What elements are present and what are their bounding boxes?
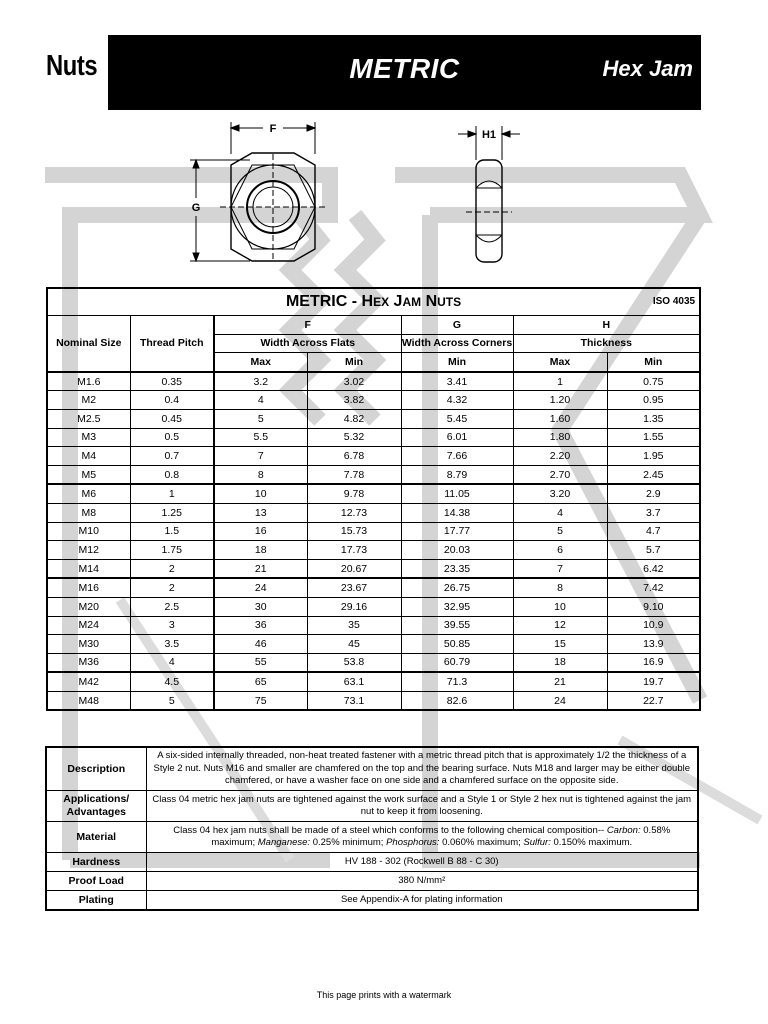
category-title: Nuts xyxy=(46,50,98,82)
cell-f-min: 35 xyxy=(307,616,401,635)
cell-h-max: 10 xyxy=(513,597,607,616)
table-row xyxy=(47,616,700,635)
cell-h-min: 22.7 xyxy=(607,691,700,710)
material-label: Material xyxy=(46,822,146,853)
cell-f-max: 55 xyxy=(214,653,307,672)
cell-g-min: 39.55 xyxy=(401,616,513,635)
cell-nominal-size: M30 xyxy=(47,635,130,654)
plating-text: See Appendix-A for plating information xyxy=(146,891,698,911)
cell-f-max: 24 xyxy=(214,578,307,597)
cell-g-min: 50.85 xyxy=(401,635,513,654)
cell-nominal-size: M42 xyxy=(47,672,130,691)
cell-h-max: 4 xyxy=(513,503,607,522)
table-row xyxy=(47,391,700,410)
cell-h-max: 24 xyxy=(513,691,607,710)
hex-nut-drawing xyxy=(180,118,540,278)
table-row xyxy=(47,522,700,541)
cell-g-min: 14.38 xyxy=(401,503,513,522)
cell-h-max: 7 xyxy=(513,559,607,578)
cell-g-min: 7.66 xyxy=(401,447,513,466)
col-header-width-across-flats: Width Across Flats xyxy=(214,334,401,353)
cell-f-max: 5.5 xyxy=(214,428,307,447)
cell-f-max: 4 xyxy=(214,391,307,410)
col-header-h-max: Max xyxy=(513,353,607,372)
cell-thread-pitch: 0.5 xyxy=(130,428,214,447)
cell-f-min: 4.82 xyxy=(307,409,401,428)
cell-f-max: 7 xyxy=(214,447,307,466)
cell-h-min: 1.95 xyxy=(607,447,700,466)
cell-f-max: 10 xyxy=(214,484,307,503)
cell-nominal-size: M48 xyxy=(47,691,130,710)
cell-f-min: 15.73 xyxy=(307,522,401,541)
cell-h-min: 4.7 xyxy=(607,522,700,541)
cell-f-max: 16 xyxy=(214,522,307,541)
cell-f-max: 13 xyxy=(214,503,307,522)
cell-h-min: 2.9 xyxy=(607,484,700,503)
hardness-label: Hardness xyxy=(46,853,146,872)
cell-h-min: 1.55 xyxy=(607,428,700,447)
cell-g-min: 23.35 xyxy=(401,559,513,578)
table-row xyxy=(47,541,700,560)
cell-nominal-size: M16 xyxy=(47,578,130,597)
table-row xyxy=(47,409,700,428)
col-header-f-min: Min xyxy=(307,353,401,372)
cell-nominal-size: M6 xyxy=(47,484,130,503)
cell-h-min: 7.42 xyxy=(607,578,700,597)
table-row xyxy=(47,503,700,522)
cell-f-min: 6.78 xyxy=(307,447,401,466)
table-row xyxy=(47,691,700,710)
cell-thread-pitch: 3 xyxy=(130,616,214,635)
cell-thread-pitch: 3.5 xyxy=(130,635,214,654)
dimensions-table-body xyxy=(47,372,700,711)
description-label: Description xyxy=(46,747,146,791)
table-title-main: METRIC - HEX JAM NUTS xyxy=(285,292,462,310)
col-header-g: G xyxy=(401,316,513,335)
info-row-plating xyxy=(46,891,698,911)
cell-f-min: 5.32 xyxy=(307,428,401,447)
plating-label: Plating xyxy=(46,891,146,911)
dimension-label-f: F xyxy=(269,123,277,135)
cell-thread-pitch: 0.45 xyxy=(130,409,214,428)
cell-h-min: 3.7 xyxy=(607,503,700,522)
cell-h-max: 18 xyxy=(513,653,607,672)
applications-text: Class 04 metric hex jam nuts are tightened against the work surface and a Style 1 or Style 2 hex nut is tightened against the jam nut to keep it from loosening. xyxy=(146,791,698,822)
cell-g-min: 26.75 xyxy=(401,578,513,597)
material-text: Class 04 hex jam nuts shall be made of a steel which conforms to the following chemical composition-- Carbon: 0.58% maximum; Manganese: 0.25% minimum; Phosphorus: 0.060% maximum; Sulfur: 0.150% maximum. xyxy=(146,822,698,853)
cell-g-min: 60.79 xyxy=(401,653,513,672)
cell-h-min: 13.9 xyxy=(607,635,700,654)
proof-load-text: 380 N/mm² xyxy=(146,872,698,891)
cell-h-max: 1 xyxy=(513,372,607,391)
table-row xyxy=(47,559,700,578)
info-row-material xyxy=(46,822,698,853)
cell-f-min: 73.1 xyxy=(307,691,401,710)
col-header-f: F xyxy=(214,316,401,335)
cell-h-max: 8 xyxy=(513,578,607,597)
cell-f-min: 9.78 xyxy=(307,484,401,503)
cell-f-min: 17.73 xyxy=(307,541,401,560)
cell-f-min: 53.8 xyxy=(307,653,401,672)
col-header-f-max: Max xyxy=(214,353,307,372)
cell-g-min: 20.03 xyxy=(401,541,513,560)
info-row-description xyxy=(46,747,698,791)
proof-load-label: Proof Load xyxy=(46,872,146,891)
cell-f-min: 7.78 xyxy=(307,465,401,484)
cell-thread-pitch: 5 xyxy=(130,691,214,710)
table-title xyxy=(47,288,700,316)
table-row xyxy=(47,672,700,691)
cell-g-min: 71.3 xyxy=(401,672,513,691)
col-header-thread-pitch: Thread Pitch xyxy=(130,316,214,372)
cell-thread-pitch: 0.8 xyxy=(130,465,214,484)
cell-h-max: 1.20 xyxy=(513,391,607,410)
cell-thread-pitch: 1.25 xyxy=(130,503,214,522)
standard-label: ISO 4035 xyxy=(652,296,696,307)
cell-g-min: 17.77 xyxy=(401,522,513,541)
cell-h-min: 19.7 xyxy=(607,672,700,691)
cell-nominal-size: M14 xyxy=(47,559,130,578)
cell-nominal-size: M8 xyxy=(47,503,130,522)
table-row xyxy=(47,635,700,654)
cell-h-min: 2.45 xyxy=(607,465,700,484)
cell-f-max: 75 xyxy=(214,691,307,710)
cell-f-min: 20.67 xyxy=(307,559,401,578)
cell-f-min: 29.16 xyxy=(307,597,401,616)
cell-f-max: 3.2 xyxy=(214,372,307,391)
cell-h-min: 0.75 xyxy=(607,372,700,391)
cell-h-min: 6.42 xyxy=(607,559,700,578)
table-row xyxy=(47,428,700,447)
cell-g-min: 3.41 xyxy=(401,372,513,391)
cell-g-min: 82.6 xyxy=(401,691,513,710)
cell-f-max: 5 xyxy=(214,409,307,428)
cell-h-max: 1.80 xyxy=(513,428,607,447)
cell-h-max: 6 xyxy=(513,541,607,560)
cell-g-min: 11.05 xyxy=(401,484,513,503)
cell-nominal-size: M5 xyxy=(47,465,130,484)
table-row xyxy=(47,597,700,616)
cell-g-min: 5.45 xyxy=(401,409,513,428)
table-row xyxy=(47,653,700,672)
thread-circle xyxy=(247,181,299,233)
description-text: A six-sided internally threaded, non-heat treated fastener with a metric thread pitch that is approximately 1/2 the thickness of a Style 2 nut. Nuts M16 and smaller are chamfered on the top and the bearing surface. Nuts M18 and larger may be either double chamfered, or have a washer face on one side and a chamfered surface on the opposite side. xyxy=(146,747,698,791)
cell-thread-pitch: 0.7 xyxy=(130,447,214,466)
cell-nominal-size: M4 xyxy=(47,447,130,466)
cell-f-min: 63.1 xyxy=(307,672,401,691)
applications-label: Applications/ Advantages xyxy=(46,791,146,822)
cell-thread-pitch: 4.5 xyxy=(130,672,214,691)
cell-h-max: 2.20 xyxy=(513,447,607,466)
cell-h-min: 1.35 xyxy=(607,409,700,428)
cell-h-min: 0.95 xyxy=(607,391,700,410)
cell-f-min: 23.67 xyxy=(307,578,401,597)
cell-g-min: 8.79 xyxy=(401,465,513,484)
table-row xyxy=(47,578,700,597)
col-header-h-min: Min xyxy=(607,353,700,372)
cell-h-min: 5.7 xyxy=(607,541,700,560)
cell-g-min: 32.95 xyxy=(401,597,513,616)
specifications-table xyxy=(45,746,699,911)
info-row-hardness xyxy=(46,853,698,872)
cell-h-max: 5 xyxy=(513,522,607,541)
cell-thread-pitch: 1 xyxy=(130,484,214,503)
cell-thread-pitch: 1.5 xyxy=(130,522,214,541)
info-row-applications xyxy=(46,791,698,822)
cell-f-max: 30 xyxy=(214,597,307,616)
cell-f-min: 12.73 xyxy=(307,503,401,522)
cell-g-min: 4.32 xyxy=(401,391,513,410)
header-right-title: Hex Jam xyxy=(602,56,693,81)
cell-f-max: 21 xyxy=(214,559,307,578)
cell-f-max: 46 xyxy=(214,635,307,654)
cell-h-max: 2.70 xyxy=(513,465,607,484)
cell-thread-pitch: 2 xyxy=(130,559,214,578)
cell-nominal-size: M12 xyxy=(47,541,130,560)
cell-nominal-size: M2 xyxy=(47,391,130,410)
cell-thread-pitch: 2 xyxy=(130,578,214,597)
cell-f-max: 36 xyxy=(214,616,307,635)
col-header-g-min: Min xyxy=(401,353,513,372)
col-header-nominal-size: Nominal Size xyxy=(47,316,130,372)
cell-nominal-size: M1.6 xyxy=(47,372,130,391)
dimension-label-g: G xyxy=(191,202,201,214)
cell-nominal-size: M10 xyxy=(47,522,130,541)
cell-g-min: 6.01 xyxy=(401,428,513,447)
cell-thread-pitch: 2.5 xyxy=(130,597,214,616)
cell-thread-pitch: 4 xyxy=(130,653,214,672)
cell-h-min: 9.10 xyxy=(607,597,700,616)
cell-f-min: 45 xyxy=(307,635,401,654)
header-bar xyxy=(108,35,701,110)
dimensions-table xyxy=(46,287,701,711)
cell-f-max: 65 xyxy=(214,672,307,691)
header-center-title: METRIC xyxy=(349,53,460,84)
col-header-h: H xyxy=(513,316,700,335)
cell-nominal-size: M20 xyxy=(47,597,130,616)
cell-f-max: 18 xyxy=(214,541,307,560)
footer-note: This page prints with a watermark xyxy=(316,990,452,1000)
cell-f-min: 3.02 xyxy=(307,372,401,391)
hardness-text: HV 188 - 302 (Rockwell B 88 - C 30) xyxy=(146,853,698,872)
cell-h-max: 21 xyxy=(513,672,607,691)
cell-thread-pitch: 0.4 xyxy=(130,391,214,410)
cell-f-max: 8 xyxy=(214,465,307,484)
cell-h-max: 12 xyxy=(513,616,607,635)
cell-nominal-size: M3 xyxy=(47,428,130,447)
cell-f-min: 3.82 xyxy=(307,391,401,410)
cell-nominal-size: M36 xyxy=(47,653,130,672)
table-row xyxy=(47,447,700,466)
col-header-thickness: Thickness xyxy=(513,334,700,353)
cell-h-max: 1.60 xyxy=(513,409,607,428)
cell-h-min: 16.9 xyxy=(607,653,700,672)
cell-h-max: 15 xyxy=(513,635,607,654)
table-row xyxy=(47,465,700,484)
dimension-label-h1: H1 xyxy=(481,129,497,141)
cell-nominal-size: M2.5 xyxy=(47,409,130,428)
col-header-width-across-corners: Width Across Corners xyxy=(401,334,513,353)
cell-h-min: 10.9 xyxy=(607,616,700,635)
cell-nominal-size: M24 xyxy=(47,616,130,635)
table-row xyxy=(47,484,700,503)
cell-thread-pitch: 0.35 xyxy=(130,372,214,391)
cell-h-max: 3.20 xyxy=(513,484,607,503)
cell-thread-pitch: 1.75 xyxy=(130,541,214,560)
info-row-proof-load xyxy=(46,872,698,891)
table-row xyxy=(47,372,700,391)
